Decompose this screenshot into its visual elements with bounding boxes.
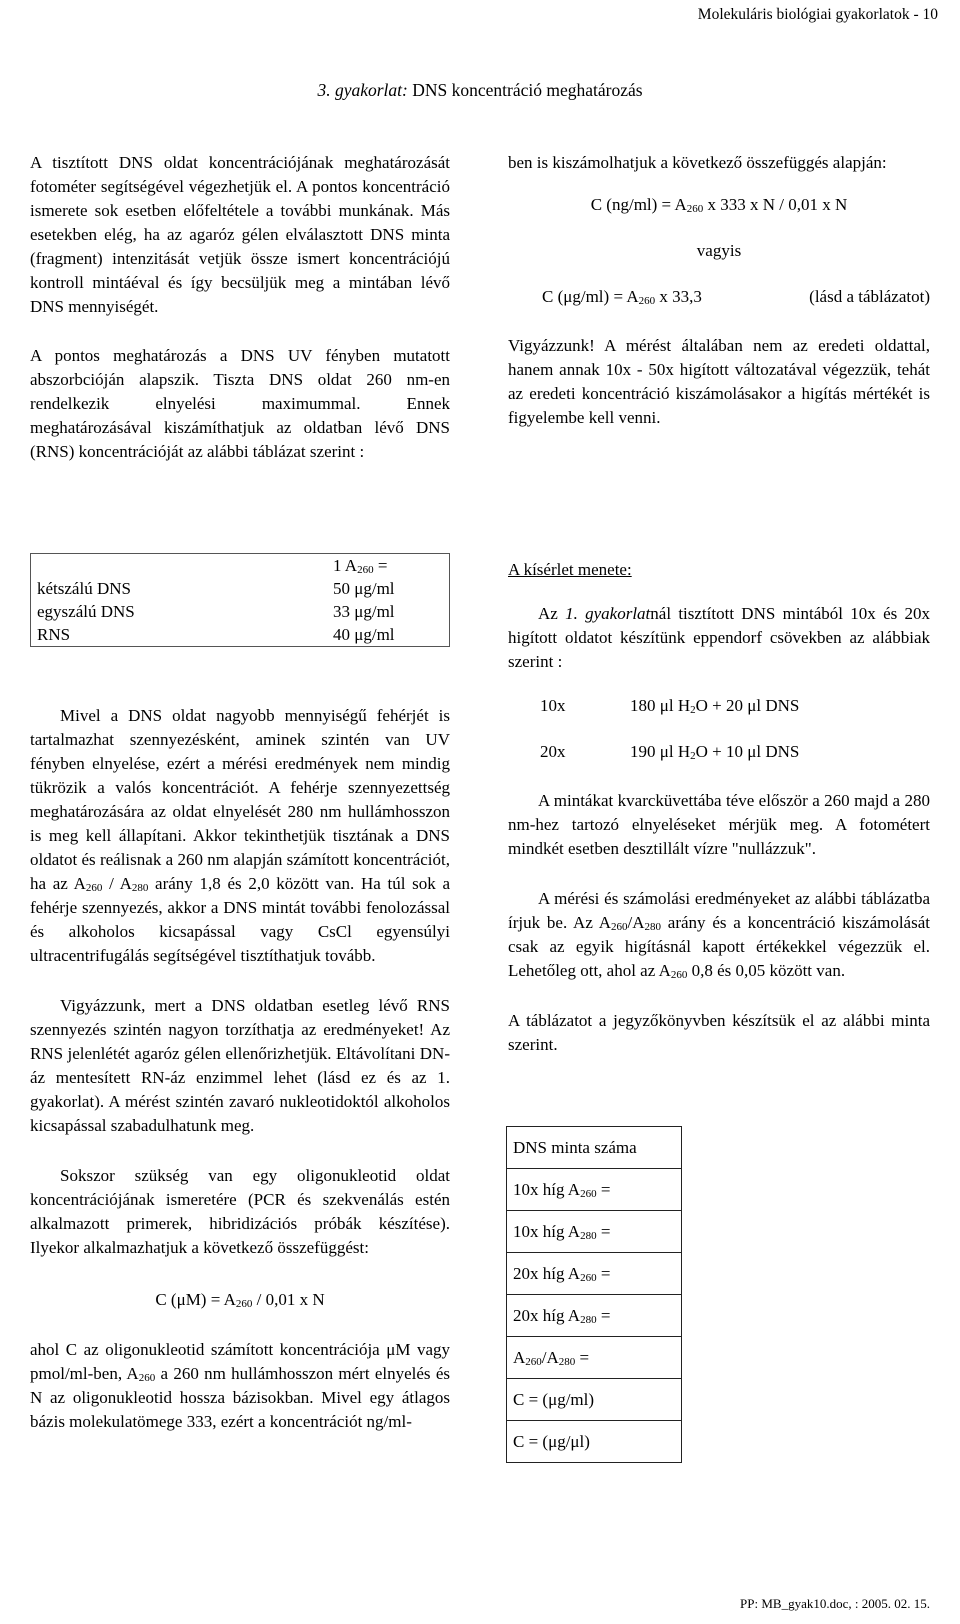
ngml-paragraph: ben is kiszámolhatjuk a következő összefüggés alapján: xyxy=(508,153,887,172)
oligo-explanation: ahol C az oligonukleotid számított koncentrációja μM vagy pmol/ml-ben, $A_{260}$ a 260 nm hullámhosszon mért elnyelés és N az oligonukleotid hossza bázisokban. Mivel egy átlagos bázis molekulatömege 333, ezért a koncentrációt ng/ml- xyxy=(30,1340,450,1431)
left-column-bottom xyxy=(30,704,450,1434)
concentration-table xyxy=(30,553,450,647)
title-prefix: 3. gyakorlat: xyxy=(317,80,413,100)
formula-um: C $(\mu M) = A_{260} / 0,01$ x N xyxy=(155,1290,325,1310)
dilution-warning: Vigyázzunk! A mérést általában nem az eredeti oldattal, hanem annak 10x - 50x higított változatával végezzük, tehát az eredeti koncentráció kiszámolásakor a higítás mértékét is figyelembe kell venni. xyxy=(508,336,930,427)
vagyis-text: vagyis xyxy=(696,241,742,260)
rna-paragraph: Vigyázzunk, mert a DNS oldatban esetleg lévő RNS szennyezés szintén nagyon torzíthatja az eredményeket! Az RNS jelenlétét agaróz gélen ellenőrizhetjük. Eltávolítani DN-áz mentesített RN-áz enzimmel lehet (lásd ez és az 1. gyakorlat). A mérést szintén zavaró nukleotidoktól alkoholos kicsapással szabadulhatunk meg. xyxy=(30,996,450,1135)
right-column-top xyxy=(508,151,930,430)
formula-note: (lásd a táblázatot) xyxy=(809,287,930,306)
footer: PP: MB_gyak10.doc, : 2005. 02. 15. xyxy=(740,1596,930,1611)
conc-header-row xyxy=(31,554,450,578)
table-row: DNS minta száma xyxy=(507,1127,682,1169)
oligo-paragraph: Sokszor szükség van egy oligonukleotid oldat koncentrációjának ismeretére (PCR és szekvenálás estén alkalmazott primerek, hibridizációs próbák készítése). Ilyekor alkalmazhatjuk a következő összefüggést: xyxy=(30,1166,450,1257)
formula-ngml: C $(ng/ml) = A_{260}$ x 333 x N / 0,01 x N xyxy=(590,195,848,215)
results-paragraph: A mérési és számolási eredményeket az alábbi táblázatba írjuk be. Az $A_{260}/A_{280}$ arány és a koncentráció kiszámolását csak az egyik higításnál kapott értékekkel végezzük el. Lehetőleg ott, ahol az $A_{260}$ 0,8 és 0,05 között van. xyxy=(508,889,930,981)
experiment-intro: Az 1. gyakorlatnál tisztított DNS mintából 10x és 20x higított oldatot készítünk eppendorf csövekben az alábbiak szerint : xyxy=(508,604,930,671)
table-row: $A_{260}/A_{280}$ = xyxy=(507,1337,682,1379)
dilution-row: 20x 190 μl $H_2O + 10$ μl DNS xyxy=(540,742,800,762)
title-main: DNS koncentráció meghatározás xyxy=(412,80,643,100)
template-note: A táblázatot a jegyzőkönyvben készítsük el az alábbi minta szerint. xyxy=(508,1011,930,1054)
dilution-row: 10x 180 μl $H_2O + 20$ μl DNS xyxy=(540,696,800,716)
experiment-heading: A kísérlet menete: xyxy=(508,560,632,579)
left-column-top xyxy=(30,151,450,464)
page-title xyxy=(0,80,960,101)
uv-paragraph: A pontos meghatározás a DNS UV fényben mutatott abszorbcióján alapszik. Tiszta DNS oldat 260 nm-en rendelkezik elnyelési maximummal. Ennek meghatározásával kiszámíthatjuk az oldatban lévő DNS (RNS) koncentrációját az alábbi táblázat szerint : xyxy=(30,346,450,461)
intro-paragraph: A tisztított DNS oldat koncentrációjának meghatározását fotométer segítségével végezhetjük el. A pontos koncentráció ismerete sok esetben előfeltétele a további munkának. Más esetekben elég, ha az agaróz gélen elválasztott DNS minta (fragment) intenzitását vetjük össze ismert koncentrációjú kontroll mintáéval és így becsüljük meg a mintában lévő DNS mennyiségét. xyxy=(30,153,450,316)
table-row: 20x híg $A_{280}$ = xyxy=(507,1295,682,1337)
conc-header: 1 $A_{260}$ = xyxy=(333,556,388,576)
table-row: 10x híg $A_{260}$ = xyxy=(507,1169,682,1211)
table-row: C = (μg/μl) xyxy=(507,1421,682,1463)
right-column-bottom xyxy=(508,558,930,1057)
table-row: RNS 40 μg/ml xyxy=(37,625,395,644)
table-row: egyszálú DNS 33 μg/ml xyxy=(37,602,395,621)
table-row: kétszálú DNS 50 μg/ml xyxy=(37,579,395,598)
table-row: 20x híg $A_{260}$ = xyxy=(507,1253,682,1295)
table-row: 10x híg $A_{280}$ = xyxy=(507,1211,682,1253)
table-row: C = (μg/ml) xyxy=(507,1379,682,1421)
result-table xyxy=(506,1126,682,1463)
protein-paragraph: Mivel a DNS oldat nagyobb mennyiségű fehérjét is tartalmazhat szennyezésként, aminek szintén van UV fényben elnyelése, ezért a mérési eredmények nem mindig tükrözik a valós koncentrációt. A fehérje szennyezettség meghatározására az oldat elnyelését 280 nm hullámhosszon is meg kell állapítani. Akkor tekinthetjük tisztának a DNS oldatot és reálisnak a 260 nm alapján számított koncentrációt, ha az $A_{260} / A_{280}$ arány 1,8 és 2,0 között van. Ha túl sok a fehérje szennyezés, akkor a DNS mintát további fenolozással és alkoholos kicsapással vagy CsCl egyensúlyi ultracentrifugálás segítségével tisztíthatjuk tovább. xyxy=(30,706,450,965)
formula-ugml: C $(\mu g/ml) = A_{260}$ x 33,3 (lásd a táblázatot) xyxy=(542,287,930,307)
running-header: Molekuláris biológiai gyakorlatok - 10 xyxy=(697,6,938,23)
measurement-paragraph: A mintákat kvarcküvettába téve először a 260 majd a 280 nm-hez tartozó elnyeléseket mérjük meg. A fotométert mindkét esetben desztillált vízre "nullázzuk". xyxy=(508,791,930,858)
